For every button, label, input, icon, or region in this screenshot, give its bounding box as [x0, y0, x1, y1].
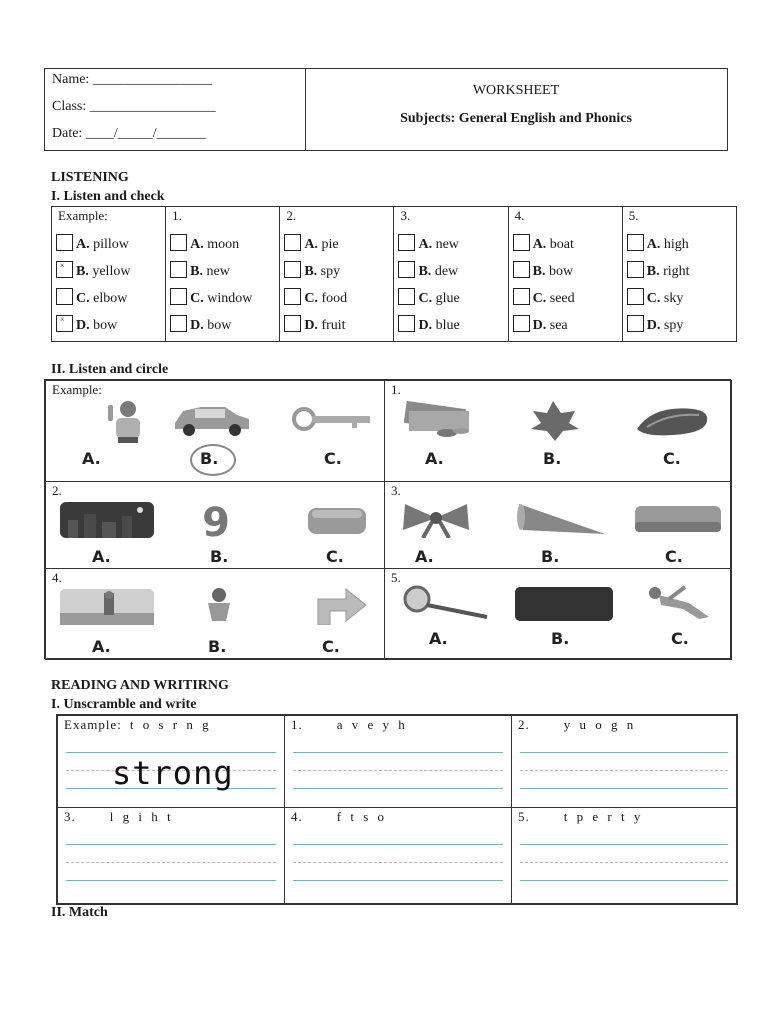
check-option[interactable] [627, 315, 684, 334]
reading-heading: READING AND WRITIRNG [51, 678, 229, 693]
circled-answer-mark [190, 444, 236, 476]
option-letter: C. [304, 291, 318, 306]
unscramble-title: I. Unscramble and write [51, 697, 197, 712]
answer-writing-area[interactable] [520, 746, 728, 792]
option-word: dew [434, 264, 459, 279]
checkbox[interactable] [170, 261, 187, 278]
option-letter: C. [190, 291, 204, 306]
option-letter: B. [418, 264, 432, 279]
column-number: 3. [400, 208, 411, 223]
check-option[interactable] [513, 288, 575, 307]
check-column [52, 207, 166, 342]
option-word: moon [207, 237, 240, 252]
listening-heading: LISTENING [51, 170, 129, 185]
column-number: 4. [514, 208, 525, 223]
scrambled-letters: a v e y h [336, 717, 408, 732]
checkbox[interactable] [513, 315, 530, 332]
option-letter: D. [646, 318, 661, 333]
bread-icon[interactable] [304, 502, 370, 538]
option-word: elbow [93, 291, 128, 306]
option-b-label: B. [200, 449, 219, 468]
check-option[interactable] [513, 234, 574, 253]
option-word: spy [320, 264, 341, 279]
checkbox[interactable] [627, 234, 644, 251]
circle-cell-3 [384, 481, 732, 569]
option-letter: A. [190, 237, 204, 252]
option-word: pillow [93, 237, 129, 252]
seed-icon[interactable] [633, 403, 711, 439]
check-option[interactable] [398, 315, 459, 334]
option-letter: A. [76, 237, 90, 252]
unscramble-cell [511, 807, 737, 904]
option-b-label: B. [210, 547, 229, 566]
unscramble-cell [57, 715, 285, 808]
scrambled-letters: l g i h t [109, 809, 174, 824]
checkbox[interactable] [170, 315, 187, 332]
answer-writing-area[interactable] [66, 838, 276, 884]
check-option[interactable] [170, 315, 231, 334]
cell-number: 4. [52, 570, 62, 585]
item-number: 5. [518, 809, 530, 824]
boy-waving-icon[interactable] [104, 399, 156, 443]
check-option[interactable] [627, 234, 689, 253]
option-word: sea [549, 318, 568, 333]
option-b-label: B. [543, 449, 562, 468]
item-number: 2. [518, 717, 530, 732]
option-letter: A. [304, 237, 318, 252]
checkbox[interactable] [398, 234, 415, 251]
circle-cell-4 [45, 568, 385, 660]
option-word: bow [93, 318, 118, 333]
option-word: yellow [92, 264, 131, 279]
option-word: food [321, 291, 348, 306]
circle-cell-1 [384, 380, 732, 482]
check-column [166, 207, 280, 342]
circle-cell-example [45, 380, 385, 482]
option-letter: C. [418, 291, 433, 306]
item-number: 3. [64, 809, 76, 824]
answer-writing-area[interactable] [520, 838, 728, 884]
student-info [45, 69, 306, 150]
answer-writing-area[interactable] [293, 746, 503, 792]
option-b-label: B. [541, 547, 560, 566]
option-letter: C. [646, 291, 661, 306]
scrambled-letters: f t s o [336, 809, 387, 824]
checkbox[interactable] [398, 315, 415, 332]
check-option[interactable] [627, 288, 684, 307]
unscramble-cell [57, 807, 285, 904]
circle-cell-2 [45, 481, 385, 569]
check-option[interactable] [170, 234, 239, 253]
check-column [394, 207, 508, 342]
check-option[interactable] [284, 261, 340, 280]
checkbox[interactable] [170, 288, 187, 305]
answer-writing-area[interactable] [293, 838, 503, 884]
item-number: 4. [291, 809, 303, 824]
cone-icon[interactable] [517, 500, 607, 538]
unscramble-cell [511, 715, 737, 808]
cell-number: 5. [391, 570, 401, 585]
box-icon[interactable] [631, 500, 725, 538]
unscramble-grid [56, 714, 738, 905]
check-option[interactable] [513, 315, 568, 334]
checkbox[interactable] [627, 261, 644, 278]
option-word: fruit [321, 318, 346, 333]
option-c-label: C. [665, 547, 683, 566]
check-column [622, 207, 736, 342]
listen-check-title: I. Listen and check [51, 189, 165, 204]
bow-ribbon-icon[interactable] [399, 502, 473, 538]
checkbox[interactable] [56, 315, 73, 332]
option-c-label: C. [663, 449, 681, 468]
item-number: Example: [64, 717, 122, 732]
check-option[interactable] [398, 234, 458, 253]
number-nine-icon[interactable] [196, 500, 236, 540]
option-c-label: C. [671, 629, 689, 648]
scrambled-letters: t p e r t y [563, 809, 644, 824]
circle-cell-5 [384, 568, 732, 660]
scrambled-word [291, 717, 408, 733]
checkbox[interactable] [170, 234, 187, 251]
moon-night-icon[interactable] [515, 587, 613, 621]
class-field[interactable]: Class: __________________ [52, 99, 216, 114]
checkbox[interactable] [627, 315, 644, 332]
option-word: pie [321, 237, 339, 252]
option-word: seed [549, 291, 575, 306]
worksheet-title-area [305, 69, 727, 150]
option-word: right [663, 264, 690, 279]
cell-number: 2. [52, 483, 62, 498]
option-word: window [207, 291, 253, 306]
svg-text:9: 9 [202, 500, 230, 540]
check-option[interactable] [56, 261, 130, 280]
option-word: glue [435, 291, 460, 306]
check-option[interactable] [398, 288, 459, 307]
option-word: boat [549, 237, 574, 252]
option-letter: B. [190, 264, 203, 279]
option-letter: D. [190, 318, 204, 333]
column-number: 2. [286, 208, 297, 223]
scrambled-word [64, 809, 174, 825]
unscramble-cell [284, 715, 512, 808]
option-word: high [663, 237, 689, 252]
unscramble-cell [284, 807, 512, 904]
checkbox[interactable] [398, 261, 415, 278]
checkbox[interactable] [398, 288, 415, 305]
scrambled-word [518, 717, 636, 733]
listen-circle-grid [44, 379, 731, 659]
item-number: 1. [291, 717, 303, 732]
option-word: bow [548, 264, 574, 279]
cell-number: 1. [391, 382, 401, 397]
car-icon[interactable] [171, 401, 253, 437]
cell-number: 3. [391, 483, 401, 498]
option-c-label: C. [322, 637, 340, 656]
match-title: II. Match [51, 905, 108, 920]
person-flying-icon[interactable] [639, 583, 719, 621]
check-option[interactable] [284, 288, 347, 307]
column-number: 1. [172, 208, 182, 223]
option-letter: A. [646, 237, 661, 252]
option-a-label: A. [82, 449, 101, 468]
cell-number: Example: [52, 382, 102, 397]
option-letter: D. [532, 318, 547, 333]
worksheet-title: WORKSHEET [472, 83, 560, 98]
check-option[interactable] [170, 288, 252, 307]
option-word: new [206, 264, 230, 279]
option-letter: A. [418, 237, 433, 252]
option-word: new [435, 237, 459, 252]
date-field[interactable]: Date: ____/_____/_______ [52, 126, 206, 141]
listen-circle-title: II. Listen and circle [51, 362, 169, 377]
checkbox[interactable] [284, 315, 301, 332]
name-field[interactable]: Name: _________________ [52, 72, 212, 87]
option-a-label: A. [92, 637, 111, 656]
right-arrow-icon[interactable] [314, 585, 370, 625]
column-number: 5. [628, 208, 639, 223]
check-option[interactable] [56, 315, 117, 334]
checkbox[interactable] [627, 288, 644, 305]
option-letter: C. [532, 291, 547, 306]
checkbox[interactable] [56, 234, 73, 251]
checkbox[interactable] [513, 261, 530, 278]
worksheet-subtitle: Subjects: General English and Phonics [400, 111, 632, 126]
scrambled-word [64, 717, 212, 733]
option-a-label: A. [92, 547, 111, 566]
option-letter: B. [646, 264, 660, 279]
checkbox[interactable] [284, 261, 301, 278]
option-a-label: A. [415, 547, 434, 566]
option-letter: D. [418, 318, 433, 333]
example-answer: strong [112, 754, 234, 792]
option-letter: B. [76, 264, 89, 279]
scrambled-letters: y u o g n [563, 717, 637, 732]
checkbox[interactable] [56, 288, 73, 305]
option-word: bow [207, 318, 232, 333]
option-letter: B. [532, 264, 546, 279]
check-option[interactable] [284, 234, 338, 253]
leaf-icon[interactable] [525, 399, 581, 443]
option-word: blue [435, 318, 460, 333]
checkbox[interactable] [284, 288, 301, 305]
check-option[interactable] [398, 261, 458, 280]
listen-check-table [51, 206, 737, 342]
check-option[interactable] [284, 315, 345, 334]
girl-icon[interactable] [202, 587, 236, 627]
option-c-label: C. [324, 449, 342, 468]
checkbox[interactable] [284, 234, 301, 251]
street-scene-icon[interactable] [60, 589, 154, 625]
option-a-label: A. [429, 629, 448, 648]
option-letter: A. [532, 237, 547, 252]
writing-line [66, 752, 276, 753]
check-option[interactable] [627, 261, 690, 280]
option-letter: D. [304, 318, 318, 333]
option-letter: D. [76, 318, 90, 333]
check-option[interactable] [170, 261, 230, 280]
check-option[interactable] [56, 234, 129, 253]
option-b-label: B. [551, 629, 570, 648]
money-icon[interactable] [401, 399, 475, 439]
option-word: spy [663, 318, 684, 333]
night-city-icon[interactable] [60, 502, 154, 538]
option-letter: C. [76, 291, 90, 306]
checkbox[interactable] [513, 288, 530, 305]
column-number: Example: [58, 208, 108, 223]
option-b-label: B. [208, 637, 227, 656]
scrambled-letters: t o s r n g [129, 717, 212, 732]
check-option[interactable] [513, 261, 573, 280]
header-box [44, 68, 728, 151]
check-column [280, 207, 394, 342]
checkbox[interactable] [56, 261, 73, 278]
scrambled-word [291, 809, 387, 825]
check-column [508, 207, 622, 342]
option-word: sky [663, 291, 684, 306]
option-c-label: C. [326, 547, 344, 566]
magnifying-glass-icon[interactable] [397, 585, 489, 621]
option-letter: B. [304, 264, 318, 279]
scrambled-word [518, 809, 643, 825]
checkbox[interactable] [513, 234, 530, 251]
option-a-label: A. [425, 449, 444, 468]
check-option[interactable] [56, 288, 127, 307]
key-icon[interactable] [292, 407, 374, 431]
